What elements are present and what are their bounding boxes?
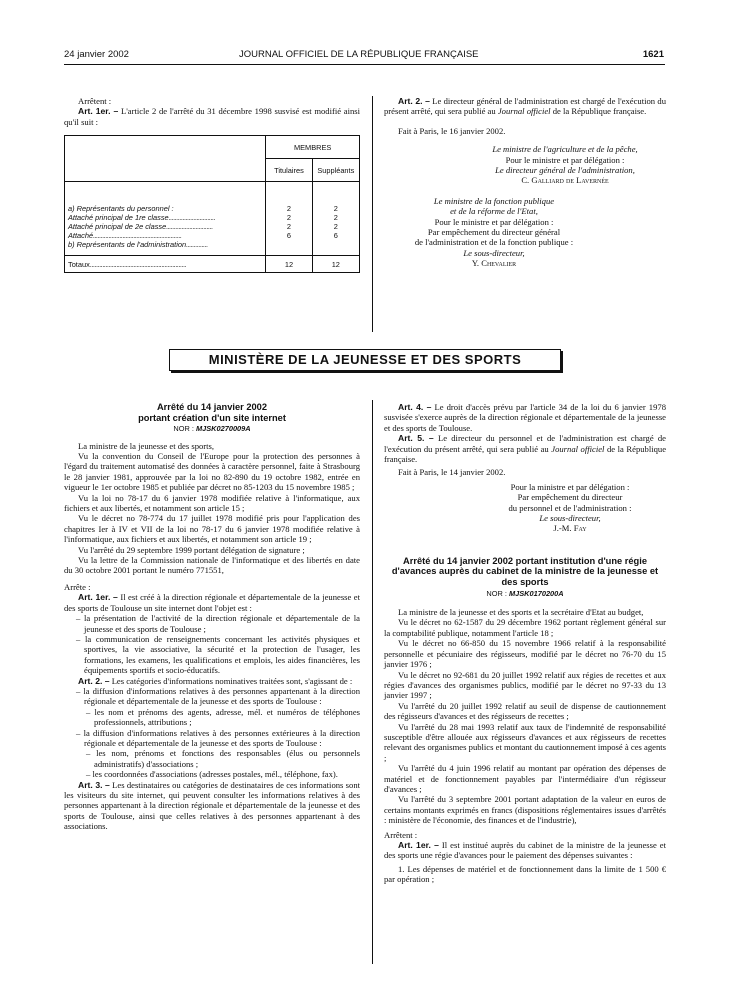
arretent-heading: Arrêtent : — [384, 829, 418, 840]
article-text: Le directeur général de l'administration est chargé de l'exécution du présent arrêté, qui sera publié au — [384, 96, 666, 117]
signature-block — [384, 196, 604, 269]
fait-a-paris: Fait à Paris, le 14 janvier 2002. — [398, 467, 506, 478]
ministry-banner: MINISTÈRE DE LA JEUNESSE ET DES SPORTS — [169, 349, 561, 371]
row-label: a) Représentants du personnel : — [68, 204, 174, 214]
members-table — [64, 135, 360, 273]
row-label: Attaché principal de 1re classe.............................. — [68, 213, 216, 223]
signature-line: Le sous-directeur, — [539, 513, 601, 524]
signature-line: Par empêchement du directeur général — [427, 227, 561, 238]
arrete-title: Arrêté du 14 janvier 2002 portant institution d'une régie d'avances auprès du cabinet de la ministre de la jeunesse et des sports — [391, 555, 659, 588]
article-1-paragraph — [384, 840, 666, 861]
signature-line: Pour la ministre et par délégation : — [510, 481, 630, 492]
page-number: 1621 — [642, 49, 664, 60]
article-label: Art. 2. – — [398, 96, 430, 106]
bottom-left-column — [64, 402, 360, 832]
page-header — [64, 50, 664, 64]
column-rule — [372, 400, 373, 964]
top-left-column — [64, 96, 360, 273]
signature-line: Le sous-directeur, — [463, 247, 525, 258]
paragraph: Vu l'arrêté du 4 juin 1996 relatif au montant par opération des dépenses de matériel et de fonctionnement payables par l'intermédiaire d'un régisseur d'avances ; — [384, 763, 666, 794]
article-label: Art. 5. – — [398, 433, 434, 444]
list-item: – les nom, prénoms et fonctions des responsables (élus ou personnels administratifs) d'associations ; — [86, 748, 360, 769]
bottom-right-column — [384, 402, 666, 885]
article-1-list — [64, 613, 360, 675]
paragraph: Vu l'arrêté du 28 mai 1993 relatif aux taux de l'indemnité de responsabilité susceptible d'être allouée aux régisseurs d'avances et aux régisseurs de recettes relevant des organismes publics et montant du cautionnement imposé à ces agents ; — [384, 721, 666, 763]
article-label: Art. 4. – — [398, 402, 432, 412]
signature-block — [384, 482, 666, 534]
nor-reference: NOR : MJSK0170200A — [486, 588, 564, 598]
paragraph: Vu l'arrêté du 20 juillet 1992 relatif au seuil de dispense de cautionnement des régisseurs d'avances et des régisseurs de recettes ; — [384, 700, 666, 722]
signature-line: Par empêchement du directeur — [517, 492, 623, 503]
paragraph: La ministre de la jeunesse et des sports et la secrétaire d'Etat au budget, — [398, 607, 644, 618]
arrete-title: Arrêté du 14 janvier 2002 portant création d'un site internet — [138, 402, 286, 423]
paragraph: Vu l'arrêté du 29 septembre 1999 portant délégation de signature ; — [78, 544, 305, 555]
cell-value: 2 — [333, 213, 338, 223]
row-label: Attaché......................................................... — [68, 231, 182, 241]
signature-line: de l'administration et de la fonction publique : — [414, 237, 574, 248]
article-2-paragraph — [64, 676, 360, 686]
cell-value: 2 — [333, 204, 338, 214]
cell-value: 6 — [286, 231, 292, 241]
paragraph: 1. Les dépenses de matériel et de fonctionnement dans la limite de 1 500 € par opération ; — [384, 863, 666, 885]
article-2-sublist — [64, 707, 360, 728]
signature-line: Le ministre de la fonction publique — [433, 195, 555, 206]
paragraph: Vu le décret no 66-850 du 15 novembre 1966 relatif à la responsabilité personnelle et pécuniaire des régisseurs, modifié par le décret no 76-70 du 15 janvier 1976 ; — [384, 638, 666, 670]
article-1-paragraph — [64, 592, 360, 613]
paragraph: Vu le décret no 78-774 du 17 juillet 1978 modifié pris pour l'application des chapitres Ier à IV et VII de la loi no 78-17 du 6 janvier 1978 modifiée relative à l'informatique, aux fichiers et aux libertés, et notamment son article 19 ; — [64, 513, 360, 545]
signatory-name: J.-M. Fay — [553, 523, 587, 534]
article-text: Le directeur du personnel et de l'administration est chargé de l'exécution du présent arrêté, qui sera publié au — [384, 433, 666, 454]
paragraph: Vu la lettre de la Commission nationale de l'informatique et des libertés en date du 30 octobre 2001 portant le numéro 771551, — [64, 555, 360, 576]
article-label: Art. 2. – — [78, 675, 110, 686]
suppleants-header: Suppléants — [312, 159, 359, 182]
article-label: Art. 1er. – — [78, 106, 119, 117]
article-2-paragraph — [384, 96, 666, 117]
signature-line: du personnel et de l'administration : — [508, 502, 632, 513]
signatory-name: C. Galliard de Lavernée — [521, 175, 609, 186]
list-item: – la diffusion d'informations relatives à des personnes extérieures à la direction régionale et départementale de la jeunesse et des sports de Toulouse : — [76, 728, 360, 749]
table-corner — [65, 136, 266, 182]
article-2-sublist — [64, 748, 360, 779]
article-label: Art. 1er. – — [78, 592, 118, 603]
cell-value: 6 — [333, 231, 338, 241]
list-item: – les nom et prénoms des agents, adresse, mél. et numéros de téléphones professionnels, attributions ; — [86, 707, 360, 728]
journal-officiel: Journal officiel — [497, 106, 551, 117]
paragraph: Vu le décret no 62-1587 du 29 décembre 1962 portant règlement général sur la comptabilité publique, notamment l'article 18 ; — [384, 617, 666, 638]
total-titulaires: 12 — [266, 256, 312, 273]
list-item: – la diffusion d'informations relatives à des personnes appartenant à la direction régionale et départementale de la jeunesse et des sports de Toulouse : — [76, 686, 360, 707]
article-text: Il est institué auprès du cabinet de la ministre de la jeunesse et des sports une régie d'avances pour le paiement des dépenses suivantes : — [384, 840, 667, 861]
list-item: – les coordonnées d'associations (adresses postales, mél., téléphone, fax). — [86, 769, 360, 779]
paragraph: Vu la loi no 78-17 du 6 janvier 1978 modifiée relative à l'informatique, aux fichiers et aux libertés, et notamment son article 15 ; — [64, 492, 360, 514]
article-label: Art. 1er. – — [398, 840, 439, 850]
signatory-name: Y. Chevalier — [471, 258, 517, 269]
cell-value: 2 — [286, 222, 292, 232]
article-text: de la République française. — [384, 443, 667, 465]
arretent-heading: Arrêtent : — [78, 96, 112, 106]
article-text: Les destinataires ou catégories de destinataires de ces informations sont les visiteurs du site internet, qui peuvent consulter les informations relatives à des personnes appartenant à la direction régionale et départementale de la jeunesse et des sports de Toulouse, ainsi que celles relatives à des personnes appartenant à des associations. — [64, 779, 361, 832]
row-label: Attaché principal de 2e classe.............................. — [68, 222, 213, 232]
signature-line: Pour le ministre et par délégation : — [434, 216, 554, 227]
paragraph: Vu l'arrêté du 3 septembre 2001 portant adaptation de la valeur en euros de certains montants exprimés en francs (dispositions réglementaires issues d'arrêtés : ministère de l'économie, des finances et de l'industrie), — [384, 794, 666, 826]
article-text: Les catégories d'informations nominatives traitées sont, s'agissant de : — [111, 675, 353, 686]
header-date: 24 janvier 2002 — [64, 49, 129, 60]
article-text: Il est créé à la direction régionale et départementale de la jeunesse et des sports de Toulouse un site internet dont l'objet est : — [64, 592, 361, 613]
article-text: L'article 2 de l'arrêté du 31 décembre 1998 susvisé est modifié ainsi qu'il suit : — [64, 106, 360, 127]
total-row — [65, 256, 360, 273]
signature-block — [384, 144, 666, 186]
row-label: b) Représentants de l'administration.............. — [68, 240, 208, 250]
titulaires-header: Titulaires — [266, 159, 312, 182]
cell-value: 2 — [286, 213, 292, 223]
fait-a-paris: Fait à Paris, le 16 janvier 2002. — [398, 125, 506, 136]
signature-line: Le ministre de l'agriculture et de la pêche, — [492, 144, 638, 155]
signature-line: Le directeur général de l'administration, — [495, 165, 635, 176]
total-suppleants: 12 — [312, 256, 359, 273]
paragraph: La ministre de la jeunesse et des sports, — [78, 440, 215, 451]
list-item: – la présentation de l'activité de la direction régionale et départementale de la jeunesse et des sports de Toulouse ; — [76, 613, 360, 634]
article-2-list — [64, 686, 360, 707]
table-row — [65, 182, 360, 256]
cell-value: 2 — [286, 204, 292, 214]
top-right-column — [384, 96, 666, 269]
journal-officiel: Journal officiel — [551, 443, 605, 454]
signature-line: Pour le ministre et par délégation : — [505, 154, 625, 165]
article-4-paragraph — [384, 402, 666, 433]
article-5-paragraph — [384, 433, 666, 464]
arrete-heading: Arrête : — [64, 581, 91, 592]
nor-reference: NOR : MJSK0270009A — [173, 424, 251, 434]
list-item: – la communication de renseignements concernant les activités physiques et sportives, la vie associative, la sécurité et la protection de l'usager, les formations, les examens, les qualifications et emplois, les aides financières, les équipements sportifs et socio-éducatifs. — [76, 634, 360, 676]
article-text: de la République française. — [552, 106, 647, 117]
header-rule — [64, 64, 665, 65]
paragraph: Vu la convention du Conseil de l'Europe pour la protection des personnes à l'égard du traitement automatisé des données à caractère personnel, faite à Strasbourg le 28 janvier 1981, approuvée par la loi no 82-890 du 19 octobre 1982, entrée en vigueur le 1er octobre 1985 et publiée par décret no 85-1203 du 15 novembre 1985 ; — [64, 451, 360, 493]
article-text: Le droit d'accès prévu par l'article 34 de la loi du 6 janvier 1978 susvisée s'exerce auprès de la direction régionale et départementale de la jeunesse et des sports de Toulouse. — [384, 402, 666, 433]
header-title: JOURNAL OFFICIEL DE LA RÉPUBLIQUE FRANÇAISE — [239, 49, 479, 60]
article-label: Art. 3. – — [78, 779, 110, 790]
article-1-paragraph — [64, 106, 360, 127]
total-label: Totaux.............................................................. — [65, 256, 266, 273]
membres-header: MEMBRES — [266, 136, 360, 159]
signature-line: et de la réforme de l'Etat, — [450, 206, 538, 217]
paragraph: Vu le décret no 92-681 du 20 juillet 1992 relatif aux régies de recettes et aux régies d'avances des organismes publics, modifié par le décret no 97-33 du 13 janvier 1997 ; — [384, 669, 666, 701]
article-2-list — [64, 728, 360, 749]
cell-value: 2 — [333, 222, 338, 232]
column-rule — [372, 96, 373, 332]
article-3-paragraph — [64, 780, 360, 832]
